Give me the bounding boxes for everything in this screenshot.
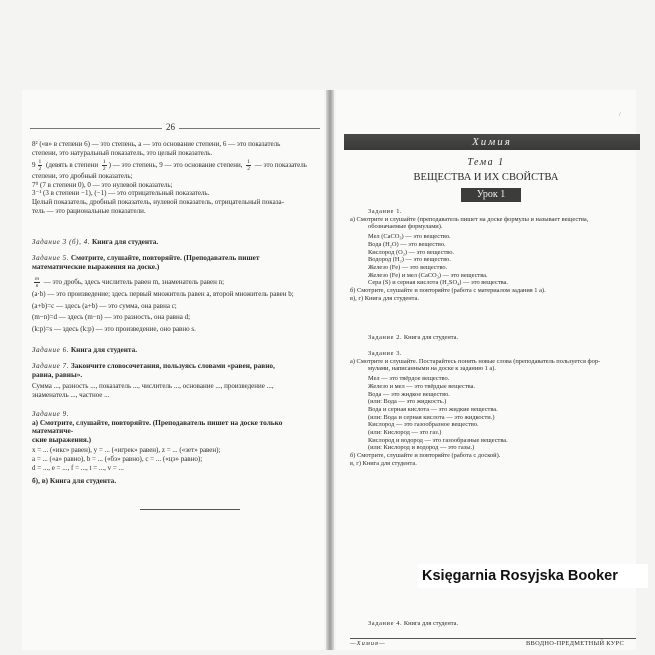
text-line: Водород (H₂) — это вещество.: [368, 256, 451, 264]
text-line: (или: Кислород и водород — это газы.): [368, 444, 475, 452]
task-label: Задание 9.: [32, 410, 70, 418]
text-line: степени, это дробный показатель;: [32, 172, 133, 181]
task-text: обозначаемые формулами).: [368, 223, 443, 231]
task-text: б) Смотрите, слушайте и повторяйте (работа с материалом задания 1 а).: [350, 287, 546, 295]
task-text: Книга для студента.: [91, 237, 159, 246]
task-5: [32, 254, 320, 271]
task-label: Задание 3.: [368, 350, 403, 357]
text-line: Железо (Fe) и мел (CaCO₃) — это вещества.: [368, 271, 488, 279]
paragraph: [32, 140, 320, 215]
footer-subject: —Химия—: [350, 640, 386, 647]
task-label: Задание 1.: [368, 208, 403, 215]
text-line: степени, это натуральный показатель, это целый показатель.: [32, 148, 213, 157]
footer-course: ВВОДНО-ПРЕДМЕТНЫЙ КУРС: [526, 640, 625, 647]
fraction: $\frac{m}{n}$: [35, 276, 39, 289]
topic-heading: Тема 1: [467, 157, 505, 168]
text-fragment: — это показатель: [254, 161, 307, 170]
task-text: а) Смотрите и слушайте. Постарайтесь понять новые слова (преподаватель пользуется фор-: [350, 357, 601, 365]
task-text: Книга для студента.: [70, 345, 138, 354]
text-line: 3⁻¹ (3 в степени −1), (−1) — это отрицательный показатель.: [32, 189, 210, 198]
text-line: Вода — это жидкое вещество.: [368, 390, 450, 398]
task-text: Смотрите, слушайте, повторяйте. (Преподаватель пишет: [70, 253, 260, 262]
book-gutter: [326, 90, 334, 650]
footer-rule: [350, 638, 636, 639]
text-line: Сумма ..., разность ..., показатель ..., числитель ..., основание ..., произведение ...,: [32, 382, 274, 391]
task-1: [350, 208, 634, 302]
text-line: Железо (Fe) — это вещество.: [368, 263, 448, 271]
text-line: (или: Вода — это жидкость.): [368, 398, 447, 406]
text-fragment: — это степень, 9 — это основание степени,: [112, 161, 243, 170]
text-line: Мел (CaCO₃) — это вещество.: [368, 233, 451, 241]
task-3: [32, 238, 320, 247]
task-text: б), в) Книга для студента.: [32, 476, 117, 486]
text-line: (или: Вода и серная кислота — это жидкости.): [368, 413, 495, 421]
text-fragment: (девять в степени: [46, 161, 99, 170]
task-4: [350, 620, 634, 628]
math-line: (a·b) — это произведение; здесь первый множитель равен a, второй множитель равен b;: [32, 290, 294, 298]
page-number: 26: [162, 122, 179, 132]
task-text: равна, равны».: [32, 369, 83, 379]
text-line: 7⁰ (7 в степени 0), 0 — это нулевой показатель;: [32, 180, 173, 189]
text-line: Кислород (O₂) — это вещество.: [368, 248, 455, 256]
math-expressions: [32, 276, 320, 335]
task-text: в, г) Книга для студента.: [350, 459, 417, 467]
text-line: Сера (S) и серная кислота (H₂SO₄) — это вещества.: [368, 279, 508, 287]
fraction-line: 9 $\frac{1}{2}$ (девять в степени $\frac{1}{2}$ ) — это степень, 9 — это основание степени, $\frac{1}{2}$ — это показатель: [32, 159, 307, 173]
lesson-badge: Урок 1: [461, 188, 521, 202]
text-line: (или: Кислород — это газ.): [368, 429, 442, 437]
task-9: [32, 410, 320, 486]
task-text: Книга для студента.: [403, 620, 459, 627]
task-text: Закончите словосочетания, пользуясь словами «равен, равно,: [70, 361, 275, 370]
task-label: Задание 2.: [368, 334, 403, 341]
text-line: d = ..., e = ..., f = ..., t = ..., v = ...: [32, 463, 124, 472]
text-line: Кислород и водород — это газообразные вещества.: [368, 436, 508, 444]
left-page: [22, 90, 324, 650]
math-line: (a+b)=c — здесь (a+b) — это сумма, она равна c;: [32, 301, 177, 310]
text-line: a = ... («а» равно), b = ... («бэ» равно), c = ... («цэ» равно);: [32, 454, 203, 463]
math-line: [32, 276, 320, 289]
text-line: тель — это рациональные показатели.: [32, 206, 146, 215]
fraction: $\frac{1}{2}$: [38, 159, 42, 173]
task-text: а) Смотрите, слушайте, повторяйте. (Преподаватель пишет на доске только математиче-: [32, 417, 283, 436]
task-text: в), г) Книга для студента.: [350, 294, 419, 302]
math-text: — это дробь, здесь числитель равен m, знаменатель равен n;: [43, 278, 225, 287]
math-line: (m−n)=d — здесь (m−n) — это разность, она равна d;: [32, 313, 191, 321]
task-text: математические выражения на доске.): [32, 261, 160, 271]
fraction: $\frac{1}{2}$: [247, 159, 251, 173]
task-2: [350, 334, 634, 342]
text-line: Целый показатель, дробный показатель, нулевой показатель, отрицательный показа-: [32, 197, 284, 206]
task-3: [350, 350, 634, 468]
task-label: Задание 4.: [368, 620, 403, 627]
corner-mark: /: [619, 112, 621, 118]
store-watermark: Księgarnia Rosyjska Booker: [418, 564, 648, 588]
task-text: Книга для студента.: [403, 334, 459, 341]
text-line: Кислород — это газообразное вещество.: [368, 421, 479, 429]
task-7: [32, 362, 320, 399]
text-line: Вода (H₂O) — это вещество.: [368, 240, 446, 248]
text-line: x = ... («икс» равен), y = ... («игрек» равен), z = ... («зет» равен);: [32, 446, 221, 455]
text-line: 8² («в» в степени 6) — это степень, а — это основание степени, 6 — это показатель: [32, 140, 281, 148]
math-line: (k:p)=s — здесь (k:p) — это произведение, оно равно s.: [32, 324, 196, 333]
end-rule: [140, 509, 240, 510]
task-text: б) Смотрите, слушайте и повторяйте (работа с доской).: [350, 452, 501, 460]
task-text: ские выражения.): [32, 434, 92, 444]
fraction: $\frac{1}{2}$: [102, 159, 106, 173]
text-line: Железо и мел — это твёрдые вещества.: [368, 382, 476, 390]
text-line: Мел — это твёрдое вещество.: [368, 375, 450, 383]
task-label: Задание 6.: [32, 346, 70, 354]
task-label: Задание 3 (б), 4.: [32, 238, 91, 246]
subject-banner: Химия: [344, 134, 640, 150]
text-line: Вода и серная кислота — это жидкие вещества.: [368, 405, 498, 413]
text-line: знаменатель ..., частное ...: [32, 390, 110, 399]
task-text: мулами, написанными на доске к заданию 1 а).: [368, 365, 496, 373]
task-label: Задание 7.: [32, 362, 70, 370]
text-fragment: 9: [32, 161, 36, 170]
topic-title: ВЕЩЕСТВА И ИХ СВОЙСТВА: [413, 172, 559, 183]
task-text: а) Смотрите и слушайте (преподаватель пишет на доске формулы и называет вещества,: [350, 215, 589, 223]
task-6: [32, 346, 320, 355]
task-label: Задание 5.: [32, 254, 70, 262]
